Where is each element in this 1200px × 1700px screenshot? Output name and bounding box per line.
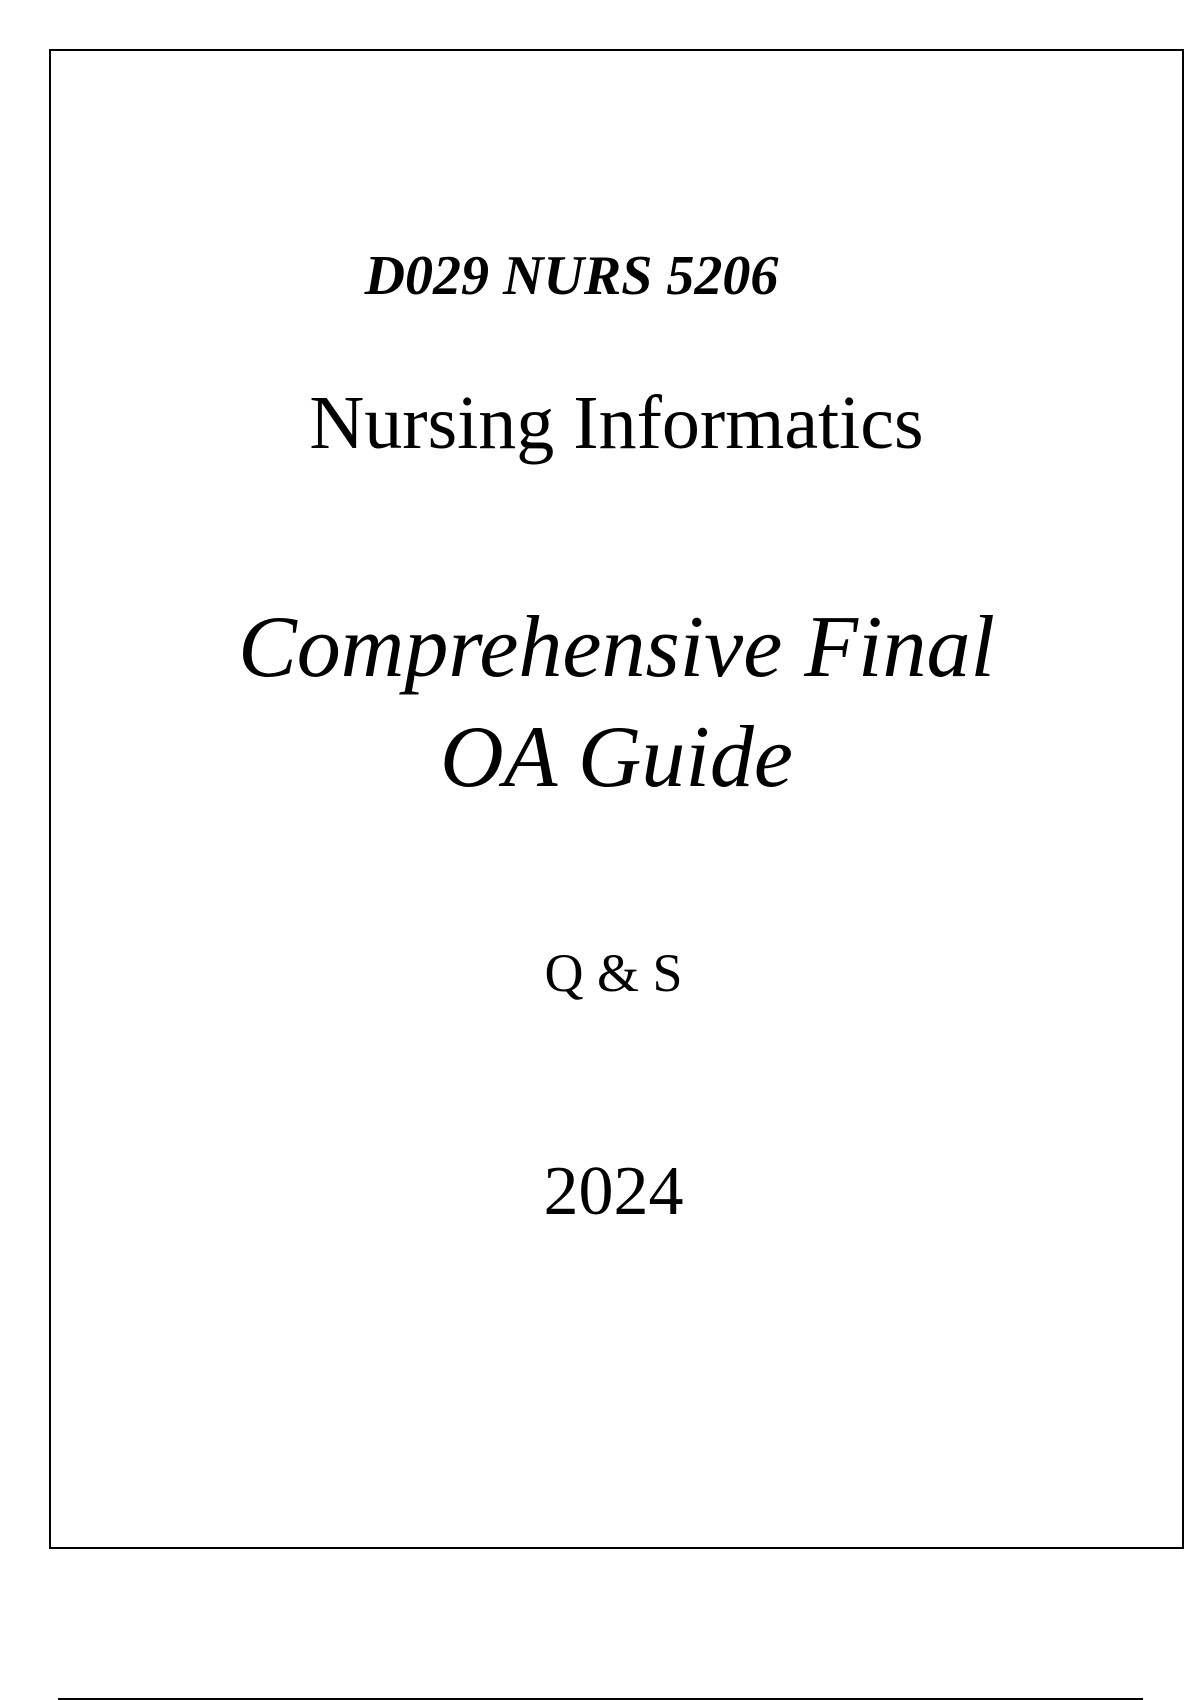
qa-label: Q & S <box>544 943 683 1003</box>
guide-title-line-2: OA Guide <box>440 709 793 806</box>
guide-title-line-1: Comprehensive Final <box>238 599 995 696</box>
course-code: D029 NURS 5206 <box>364 245 779 307</box>
course-title: Nursing Informatics <box>309 381 924 465</box>
cover-frame <box>49 49 1184 1549</box>
year-label: 2024 <box>543 1153 684 1230</box>
guide-title <box>51 593 1182 813</box>
